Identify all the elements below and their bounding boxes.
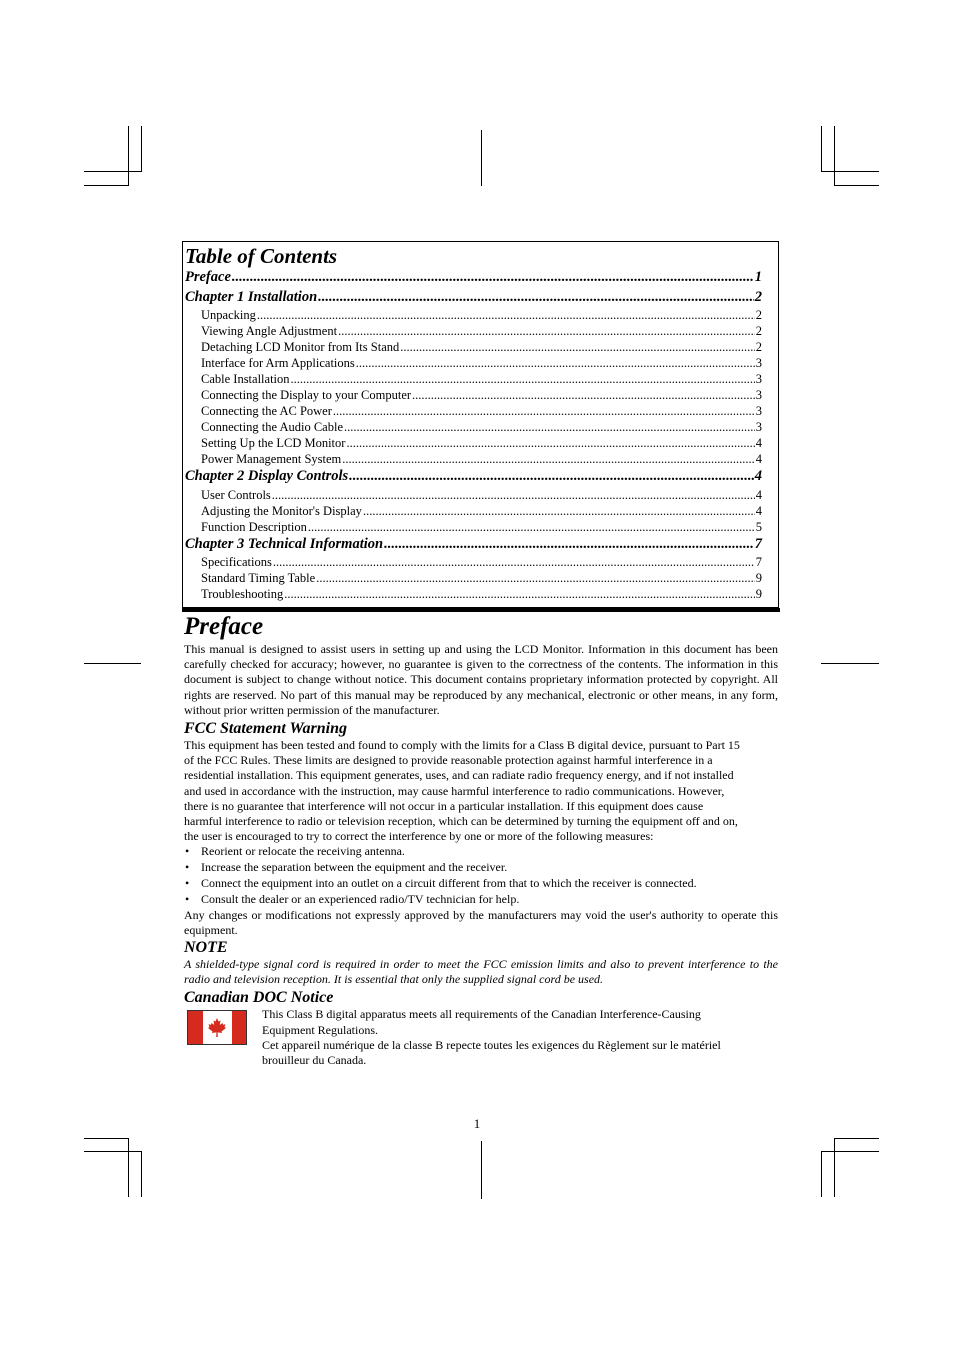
- toc-section-entry[interactable]: [185, 570, 762, 586]
- toc-leader-dots: [342, 451, 754, 467]
- note-heading: NOTE: [184, 939, 228, 957]
- toc-entry-label: Connecting the Audio Cable: [201, 420, 343, 434]
- fcc-closing: Any changes or modifications not expressly approved by the manufacturers may void the user's authority to operate this equipment.: [184, 907, 778, 937]
- toc-leader-dots: [333, 403, 755, 419]
- fcc-line: of the FCC Rules. These limits are designed to provide reasonable protection against harmful interference in a: [184, 753, 713, 768]
- toc-entry-label: User Controls: [201, 487, 271, 502]
- toc-entry-label: Troubleshooting: [201, 587, 284, 601]
- toc-leader-dots: [338, 323, 755, 339]
- toc-leader-dots: [344, 419, 755, 435]
- toc-entry-page: 4: [755, 503, 762, 518]
- toc-entry-page: 2: [754, 288, 762, 305]
- toc-entry-page: 3: [755, 420, 762, 434]
- toc-section-entry[interactable]: [185, 403, 762, 419]
- toc-leader-dots: [316, 570, 755, 586]
- toc-section-entry[interactable]: [185, 503, 762, 519]
- fcc-line: there is no guarantee that interference will not occur in a particular installation. If this equipment does cause: [184, 798, 704, 813]
- list-item: • Consult the dealer or an experienced radio/TV technician for help.: [184, 892, 778, 908]
- toc-leader-dots: [232, 268, 754, 288]
- fcc-line: residential installation. This equipment generates, uses, and can radiate radio frequency energy, and if not installed: [184, 768, 734, 783]
- toc-entry-label: Connecting the Display to your Computer: [201, 388, 412, 402]
- toc-section-entry[interactable]: [185, 487, 762, 503]
- toc-leader-dots: [273, 554, 755, 570]
- toc-entry-label: Preface: [185, 269, 231, 285]
- toc-section-entry[interactable]: [185, 387, 762, 403]
- toc-title: Table of Contents: [185, 244, 338, 268]
- preface-title: Preface: [184, 613, 264, 640]
- toc-entry-page: 5: [755, 519, 762, 534]
- toc-entry-page: 3: [755, 388, 762, 402]
- preface-intro: This manual is designed to assist users in setting up and using the LCD Monitor. Information in this document has been carefully checked for accuracy; however, no guarantee is given to the correctness of the contents. The information in this document is subject to change without notice. This document contains proprietary information protected by copyright. All rights are reserved. No part of this manual may be reproduced by any mechanical, electronic or other means, in any form, without prior written permission of the manufacturer.: [184, 642, 778, 717]
- canadian-line: Cet appareil numérique de la classe B repecte toutes les exigences du Règlement sur le matériel: [262, 1037, 721, 1052]
- toc-entry-page: 4: [755, 487, 762, 502]
- toc-chapter-entry[interactable]: [185, 467, 762, 487]
- toc-section-entry[interactable]: [185, 355, 762, 371]
- toc-entry-page: 9: [755, 571, 762, 585]
- toc-leader-dots: [291, 371, 755, 387]
- toc-section-entry[interactable]: [185, 307, 762, 323]
- maple-leaf-icon: [205, 1016, 229, 1040]
- toc-chapter-entry[interactable]: [185, 288, 762, 308]
- preface-section: [184, 613, 778, 1068]
- toc-section-entry[interactable]: [185, 371, 762, 387]
- note-text: A shielded-type signal cord is required in order to meet the FCC emission limits and also to prevent interference to the radio and television reception. It is essential that only the supplied signal cord be used.: [184, 957, 778, 987]
- toc-entry-label: Chapter 3 Technical Information: [185, 535, 384, 552]
- toc-entry-label: Detaching LCD Monitor from Its Stand: [201, 340, 400, 354]
- toc-entry-page: 1: [754, 269, 762, 285]
- toc-leader-dots: [308, 519, 755, 535]
- toc-entry-label: Connecting the AC Power: [201, 404, 332, 418]
- toc-bottom-rule: [182, 608, 780, 612]
- toc-entry-page: 2: [755, 308, 762, 322]
- toc-chapter-entry[interactable]: [185, 268, 762, 288]
- toc-entry-page: 2: [755, 340, 762, 354]
- toc-entry-label: Adjusting the Monitor's Display: [201, 503, 362, 518]
- toc-leader-dots: [284, 586, 755, 602]
- toc-leader-dots: [356, 355, 755, 371]
- toc-entry-label: Standard Timing Table: [201, 571, 316, 585]
- toc-entry-label: Unpacking: [201, 308, 256, 322]
- toc-section-entry[interactable]: [185, 323, 762, 339]
- toc-leader-dots: [318, 288, 754, 308]
- toc-leader-dots: [384, 535, 754, 555]
- toc-entry-label: Cable Installation: [201, 372, 290, 386]
- toc-leader-dots: [257, 307, 755, 323]
- canadian-text: [184, 1007, 778, 1068]
- toc-entry-page: 9: [755, 587, 762, 601]
- canadian-line: Equipment Regulations.: [262, 1022, 378, 1037]
- toc-leader-dots: [272, 487, 755, 503]
- fcc-line: the user is encouraged to try to correct the interference by one or more of the following measures:: [184, 829, 654, 844]
- toc-entry-page: 3: [755, 356, 762, 370]
- toc-leader-dots: [412, 387, 755, 403]
- toc-entry-label: Function Description: [201, 519, 307, 534]
- list-item: • Connect the equipment into an outlet on a circuit different from that to which the receiver is connected.: [184, 876, 778, 892]
- toc-entry-page: 4: [755, 452, 762, 466]
- toc-list: [185, 268, 762, 602]
- toc-entry-page: 3: [755, 372, 762, 386]
- fcc-heading: FCC Statement Warning: [184, 720, 348, 738]
- toc-entry-page: 2: [755, 324, 762, 338]
- canada-flag-icon: [187, 1010, 247, 1045]
- fcc-line: harmful interference to radio or television reception, which can be determined by turning the equipment off and on,: [184, 814, 738, 829]
- toc-entry-page: 3: [755, 404, 762, 418]
- toc-leader-dots: [363, 503, 755, 519]
- canadian-heading: Canadian DOC Notice: [184, 989, 334, 1007]
- toc-entry-label: Specifications: [201, 555, 272, 569]
- fcc-paragraph: [184, 738, 778, 844]
- toc-section-entry[interactable]: [185, 339, 762, 355]
- toc-leader-dots: [349, 467, 754, 487]
- toc-leader-dots: [400, 339, 755, 355]
- toc-entry-page: 7: [755, 555, 762, 569]
- toc-entry-label: Power Management System: [201, 452, 342, 466]
- toc-entry-page: 7: [754, 535, 762, 552]
- list-item: • Increase the separation between the equipment and the receiver.: [184, 860, 778, 876]
- toc-entry-label: Viewing Angle Adjustment: [201, 324, 338, 338]
- toc-chapter-entry[interactable]: [185, 535, 762, 555]
- toc-leader-dots: [346, 435, 754, 451]
- toc-entry-label: Chapter 2 Display Controls: [185, 468, 349, 484]
- toc-entry-page: 4: [754, 468, 762, 484]
- toc-section-entry[interactable]: [185, 519, 762, 535]
- toc-section-entry[interactable]: [185, 435, 762, 451]
- toc-section-entry[interactable]: [185, 586, 762, 602]
- toc-entry-label: Interface for Arm Applications: [201, 356, 355, 370]
- toc-section-entry[interactable]: [185, 554, 762, 570]
- toc-entry-label: Setting Up the LCD Monitor: [201, 436, 346, 450]
- toc-section-entry[interactable]: [185, 451, 762, 467]
- table-of-contents: [182, 241, 779, 608]
- canadian-line: brouilleur du Canada.: [262, 1053, 367, 1068]
- page-number: 1: [473, 1116, 481, 1131]
- list-item: • Reorient or relocate the receiving antenna.: [184, 844, 778, 860]
- canadian-line: This Class B digital apparatus meets all requirements of the Canadian Interference-Causing: [262, 1007, 701, 1022]
- fcc-line: This equipment has been tested and found to comply with the limits for a Class B digital device, pursuant to Part 15: [184, 738, 740, 753]
- toc-entry-label: Chapter 1 Installation: [185, 288, 318, 305]
- toc-section-entry[interactable]: [185, 419, 762, 435]
- fcc-measures-list: [184, 844, 778, 907]
- fcc-line: and used in accordance with the instruction, may cause harmful interference to radio communications. However,: [184, 783, 725, 798]
- toc-entry-page: 4: [755, 436, 762, 450]
